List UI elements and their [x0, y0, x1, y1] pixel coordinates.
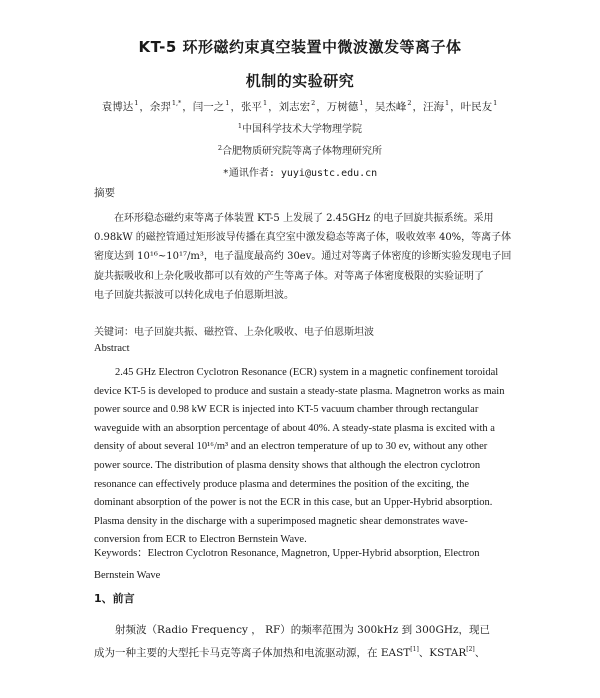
author-separator: ， [364, 101, 375, 113]
en-abstract-line: resonance can effectively produce plasma and determines the position of the exciting, the [94, 478, 470, 490]
author-name: 万树德 [326, 101, 359, 113]
en-abstract-line: device KT-5 is developed to produce and sustain a steady-state plasma. Magnetron works as main [94, 385, 505, 397]
author-affiliation-marker: 2 [407, 99, 412, 107]
en-abstract-heading: Abstract [94, 343, 130, 354]
author-name: 袁博达 [101, 101, 134, 113]
author-affiliation-marker: 1 [359, 99, 364, 107]
author-name: 吴杰峰 [374, 101, 407, 113]
intro-line: 射频波（Radio Frequency ， RF）的频率范围为 300kHz 到 300GHz，现已 [94, 624, 491, 636]
cn-abstract-body [94, 209, 512, 305]
author-separator: ， [412, 101, 423, 113]
cn-abstract-line: 在环形稳态磁约束等离子体装置 KT-5 上发展了 2.45GHz 的电子回旋共振系统。采用 [94, 213, 494, 224]
en-abstract-line: Plasma density in the discharge with a superimposed magnetic shear demonstrates wave- [94, 515, 468, 527]
author-affiliation-marker: 1,* [171, 99, 182, 107]
author-name: 汪海 [423, 101, 444, 113]
en-abstract-line: density of about several 10¹⁶/m³ and an electron temperature of up to 30 ev, without any other [94, 441, 488, 453]
en-keywords [94, 543, 512, 587]
cn-abstract-line: 0.98kW 的磁控管通过矩形波导传播在真空室中激发稳态等离子体，吸收效率 40%，等离子体 [94, 232, 512, 244]
author-name: 张平 [240, 101, 262, 113]
author-name: 刘志宏 [278, 101, 311, 113]
corresponding-email: *通讯作者: yuyi@ustc.edu.cn [222, 168, 378, 179]
author-affiliation-marker: 1 [134, 99, 139, 107]
paper-title-line1: KT-5 环形磁约束真空装置中微波激发等离子体 [138, 38, 462, 56]
intro-text: 、KSTAR [418, 647, 467, 659]
author-separator: ， [139, 101, 150, 113]
author-separator: ， [182, 101, 193, 113]
author-affiliation-marker: 1 [225, 99, 230, 107]
paper-title-line2: 机制的实验研究 [245, 72, 355, 90]
affiliation-1-marker: 1 [237, 122, 243, 130]
en-abstract-line: dominant absorption of the power is not the ECR in this case, but an Upper-Hybrid absorption. [94, 497, 493, 509]
author-affiliation-marker: 1 [445, 99, 450, 107]
cn-abstract-line: 旋共振吸收和上杂化吸收都可以有效的产生等离子体。对等离子体密度极限的实验证明了 [94, 270, 484, 282]
en-abstract-line: conversion from ECR to Electron Bernstein Wave. [94, 534, 307, 546]
intro-text: 成为一种主要的大型托卡马克等离子体加热和电流驱动源，在 EAST [94, 647, 411, 659]
author-affiliation-marker: 1 [493, 99, 498, 107]
author-affiliation-marker: 1 [262, 99, 268, 107]
author-separator: ， [316, 101, 327, 113]
section-heading-intro: 1、前言 [94, 592, 135, 605]
affiliation-1-text: 中国科学技术大学物理学院 [242, 124, 363, 135]
en-abstract-body [94, 364, 512, 550]
intro-line [94, 640, 512, 663]
citation-ref[interactable]: [1] [410, 646, 419, 653]
author-name: 闫一之 [192, 101, 225, 113]
citation-ref[interactable]: [2] [466, 646, 475, 653]
cn-keywords: 关键词：电子回旋共振、磁控管、上杂化吸收、电子伯恩斯坦波 [94, 327, 374, 338]
en-abstract-line: power source and 0.98 kW ECR is injected into KT-5 vacuum chamber through rectangular [94, 404, 479, 416]
author-name: 叶民友 [460, 101, 493, 113]
en-abstract-line: waveguide with an absorption percentage of about 40%. A steady-state plasma is excited with a [94, 422, 495, 434]
author-name: 余羿 [149, 101, 171, 113]
author-list [0, 99, 600, 114]
author-separator: ， [230, 101, 241, 113]
affiliation-2-text: 合肥物质研究院等离子体物理研究所 [222, 146, 383, 157]
cn-abstract-line: 电子回旋共振波可以转化成电子伯恩斯坦波。 [94, 289, 294, 301]
en-abstract-line: power source. The distribution of plasma density shows that although the electron cyclotron [94, 459, 481, 471]
intro-text: 、 [474, 647, 486, 659]
author-separator: ， [450, 101, 461, 113]
affiliation-1 [0, 120, 600, 135]
cn-abstract-heading: 摘要 [94, 187, 115, 199]
en-abstract-line: 2.45 GHz Electron Cyclotron Resonance (ECR) system in a magnetic confinement toroidal [94, 367, 499, 378]
author-affiliation-marker: 2 [311, 99, 316, 107]
intro-paragraph [94, 620, 512, 663]
affiliation-2-marker: 2 [217, 144, 223, 152]
cn-abstract-line: 密度达到 10¹⁶~10¹⁷/m³，电子温度最高约 30ev。通过对等离子体密度的诊断实验发现电子回 [94, 251, 512, 263]
en-keywords-line: Keywords：Electron Cyclotron Resonance, Magnetron, Upper-Hybrid absorption, Electron [94, 548, 480, 559]
en-keywords-line: Bernstein Wave [94, 570, 161, 581]
affiliation-2 [0, 142, 600, 157]
author-separator: ， [268, 101, 279, 113]
